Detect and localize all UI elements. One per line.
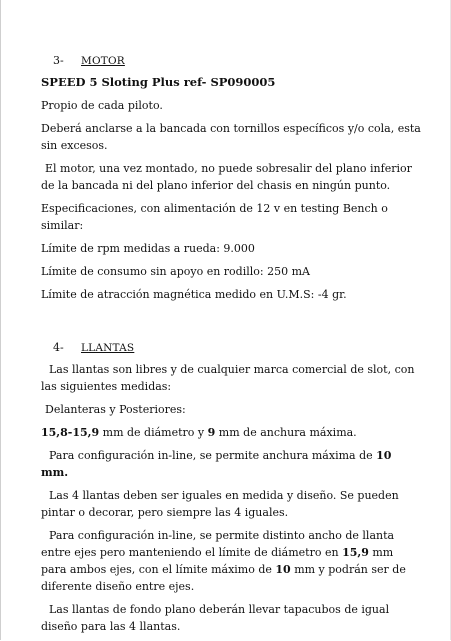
paragraph-inline-config: Para configuración in-line, se permite distinto ancho de llanta entre ejes pero manteniendo el límite de diámetro en 15,9 mm para ambos ejes, con el límite máximo de 10 mm y podrán ser de diferente diseño entre ejes.	[41, 529, 406, 593]
paragraph: Límite de rpm medidas a rueda: 9.000	[41, 242, 255, 255]
section-title: MOTOR	[81, 55, 125, 67]
paragraph: El motor, una vez montado, no puede sobresalir del plano inferior de la bancada ni del plano inferior del chasis en ningún punto.	[41, 162, 412, 192]
inline-width-value: 10 mm.	[41, 449, 392, 479]
paragraph-diameter: 15,8-15,9 mm de diámetro y 9 mm de anchura máxima.	[41, 426, 357, 439]
paragraph: Las llantas son libres y de cualquier marca comercial de slot, con las siguientes medidas:	[41, 363, 415, 393]
paragraph: Especificaciones, con alimentación de 12 v en testing Bench o similar:	[41, 202, 388, 232]
paragraph: Delanteras y Posteriores:	[45, 403, 186, 416]
section-number: 4-	[53, 341, 64, 354]
paragraph: Las 4 llantas deben ser iguales en medida y diseño. Se pueden pintar o decorar, pero siempre las 4 iguales.	[41, 489, 399, 519]
paragraph: Límite de consumo sin apoyo en rodillo: 250 mA	[41, 265, 310, 278]
inline-max-width-value: 10	[275, 563, 291, 576]
section-number: 3-	[53, 54, 64, 67]
diameter-value: 15,8-15,9	[41, 426, 100, 439]
section-heading-llantas	[53, 339, 421, 357]
section-title: LLANTAS	[81, 342, 135, 354]
section-heading-motor	[53, 52, 421, 70]
inline-diameter-value: 15,9	[342, 546, 369, 559]
motor-model-title: SPEED 5 Sloting Plus ref- SP090005	[41, 75, 276, 89]
width-value: 9	[207, 426, 216, 439]
paragraph: Deberá anclarse a la bancada con tornillos específicos y/o cola, esta sin excesos.	[41, 122, 421, 152]
section-spacer	[41, 309, 421, 339]
paragraph: Propio de cada piloto.	[41, 99, 163, 112]
paragraph: Las llantas de fondo plano deberán llevar tapacubos de igual diseño para las 4 llantas.	[41, 603, 390, 633]
paragraph: Límite de atracción magnética medido en U.M.S: -4 gr.	[41, 288, 347, 301]
document-content	[41, 52, 421, 641]
paragraph-inline-width: Para configuración in-line, se permite anchura máxima de 10 mm.	[41, 449, 392, 479]
